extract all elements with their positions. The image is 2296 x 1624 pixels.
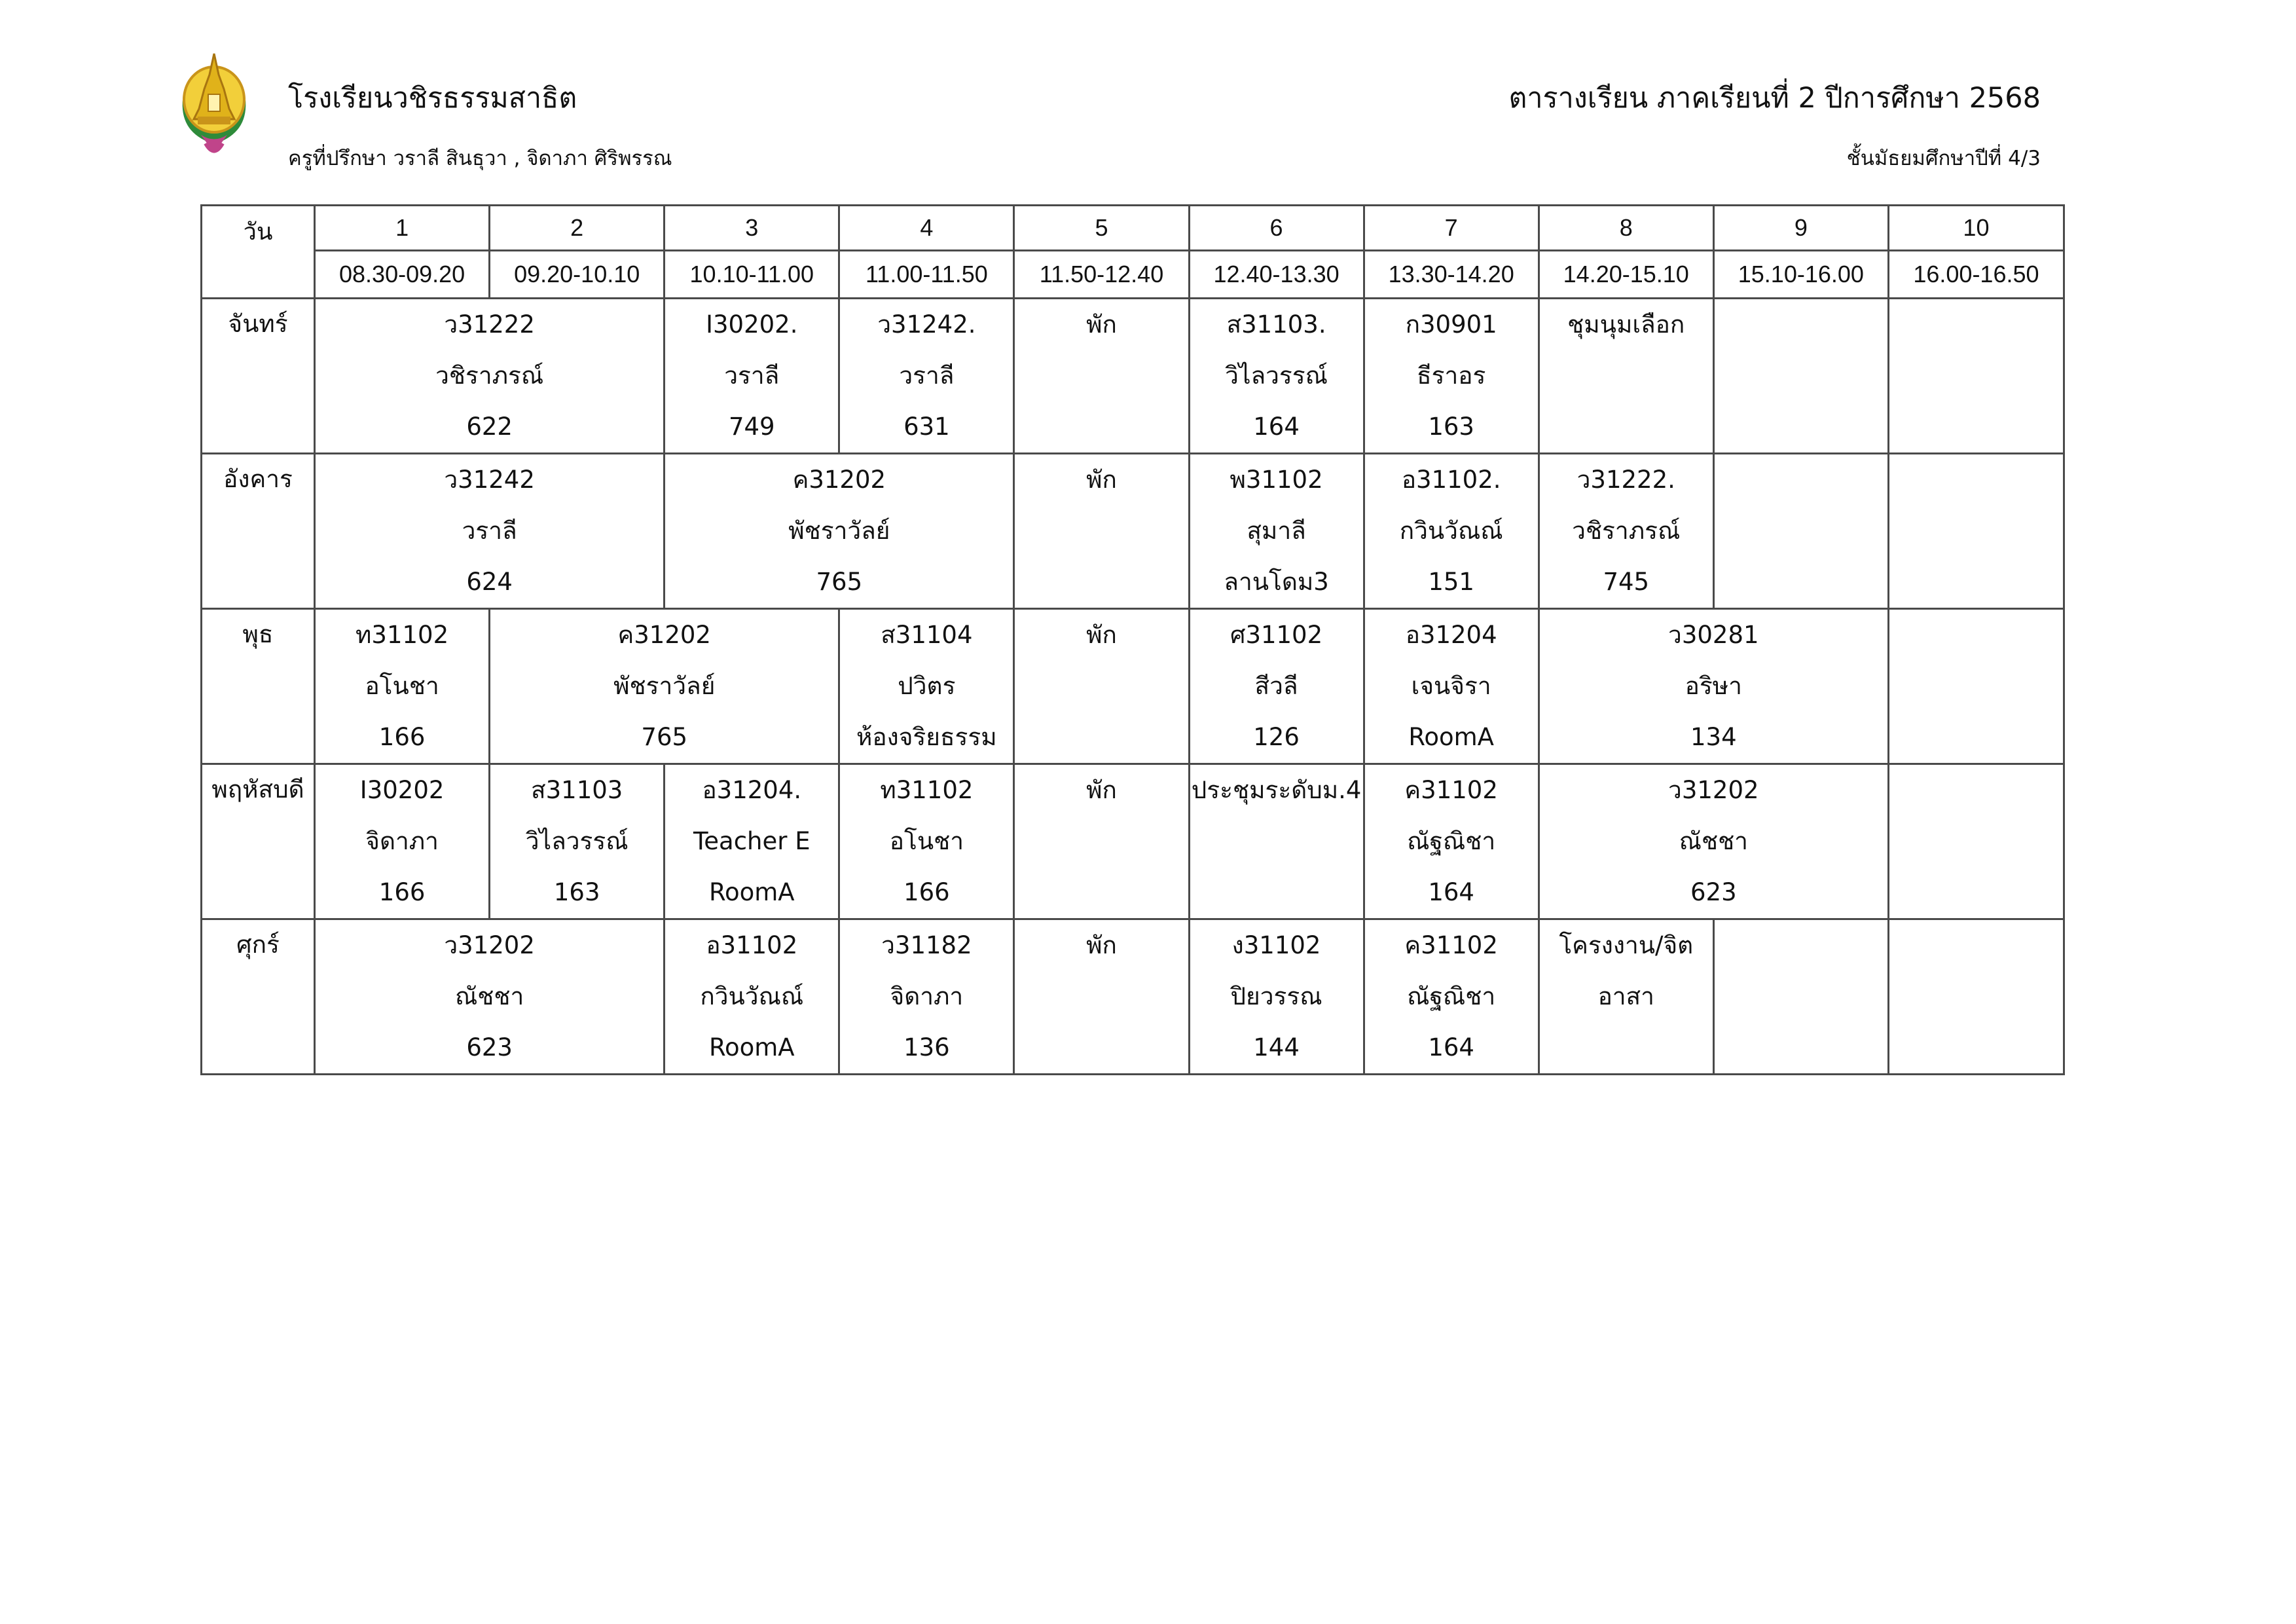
class-cell [315,609,490,764]
empty-cell [1888,299,2064,454]
period-number: 4 [839,206,1014,251]
day-label: พฤหัสบดี [202,764,315,919]
room: 164 [1253,413,1300,441]
empty-cell [1713,454,1888,609]
day-label: อังคาร [202,454,315,609]
class-cell [1539,919,1713,1075]
class-cell [1014,609,1189,764]
class-cell [1539,299,1713,454]
class-level: ชั้นมัธยมศึกษาปีที่ 4/3 [1846,147,2041,170]
teacher-name: วชิราภรณ์ [435,361,544,390]
period-number: 9 [1713,206,1888,251]
teacher-name: จิดาภา [890,982,964,1010]
subject-code: ว31182 [881,931,972,959]
teacher-name: สุมาลี [1247,517,1306,545]
period-number: 5 [1014,206,1189,251]
teacher-name: ณัฐณิชา [1407,827,1496,855]
period-time: 11.00-11.50 [839,251,1014,299]
teacher-name: พัชราวัลย์ [788,517,890,545]
subject-code: ชุมนุมเลือก [1567,310,1685,339]
subject-code: ส31104 [881,621,973,649]
room: 164 [1428,1033,1474,1061]
subject-code: พัก [1086,466,1117,494]
class-cell [839,919,1014,1075]
subject-code: พัก [1086,776,1117,804]
day-row [202,299,2064,454]
teacher-name: อโนชา [365,672,439,700]
room: 631 [903,413,950,441]
subject-code: โครงงาน/จิต [1559,931,1694,959]
room: 623 [466,1033,513,1061]
teacher-name: วราลี [899,361,955,390]
class-cell [1364,454,1539,609]
period-number: 1 [315,206,490,251]
subject-code: ง31102 [1231,931,1321,959]
room: RoomA [1408,723,1494,751]
room: 765 [816,568,863,596]
room: 134 [1690,723,1737,751]
subject-code: ว31222. [1576,466,1675,494]
class-cell [839,609,1014,764]
subject-code: ส31103 [531,776,623,804]
room: 623 [1690,878,1737,906]
period-time: 13.30-14.20 [1364,251,1539,299]
teacher-name: วชิราภรณ์ [1572,517,1681,545]
empty-cell [1888,454,2064,609]
teacher-name: วราลี [724,361,780,390]
room: 166 [903,878,950,906]
teacher-name: ณัชชา [1679,827,1748,855]
class-cell [1189,919,1364,1075]
teacher-name: จิดาภา [365,827,439,855]
room: 151 [1428,568,1474,596]
teacher-name: กวินวัณณ์ [1399,517,1503,545]
class-cell [665,764,839,919]
class-cell [1364,764,1539,919]
empty-cell [1713,299,1888,454]
subject-code: ท31102 [880,776,974,804]
room: 136 [903,1033,950,1061]
class-cell [315,299,665,454]
subject-code: อ31102 [706,931,798,959]
subject-code: ว31222 [444,310,535,339]
teacher-name: วิไลวรรณ์ [525,827,629,855]
empty-cell [1713,919,1888,1075]
class-cell [1014,764,1189,919]
room: ลานโดม3 [1224,568,1329,596]
empty-cell [1888,919,2064,1075]
subject-code: ว31202 [444,931,535,959]
teacher-name: ณัฐณิชา [1407,982,1496,1010]
class-cell [315,919,665,1075]
subject-code: อ31204 [1405,621,1497,649]
subject-code: ว31202 [1668,776,1759,804]
subject-code: ว31242 [444,466,535,494]
subject-code: ท31102 [355,621,449,649]
subject-code: ก30901 [1405,310,1497,339]
day-label: จันทร์ [202,299,315,454]
subject-code: ค31102 [1404,776,1498,804]
room: 163 [1428,413,1474,441]
period-time: 14.20-15.10 [1539,251,1713,299]
day-row [202,919,2064,1075]
room: RoomA [708,878,795,906]
class-cell [490,609,839,764]
room: RoomA [708,1033,795,1061]
teacher-name: Teacher E [693,827,811,855]
period-time: 11.50-12.40 [1014,251,1189,299]
class-cell [1364,919,1539,1075]
subject-code: พ31102 [1230,466,1323,494]
day-label: ศุกร์ [202,919,315,1075]
period-number: 6 [1189,206,1364,251]
room: 624 [466,568,513,596]
room: 164 [1428,878,1474,906]
term-title: ตารางเรียน ภาคเรียนที่ 2 ปีการศึกษา 2568 [1508,82,2041,115]
subject-code: ค31102 [1404,931,1498,959]
subject-code: I30202 [359,776,445,804]
period-time: 10.10-11.00 [665,251,839,299]
period-number: 8 [1539,206,1713,251]
class-cell [315,764,490,919]
day-row [202,454,2064,609]
room: 166 [378,878,426,906]
subject-code: ว31242. [877,310,976,339]
subject-code: ส31103. [1226,310,1326,339]
subject-code: พัก [1086,931,1117,959]
subject-code: I30202. [706,310,798,339]
period-number: 3 [665,206,839,251]
teacher-name: ปิยวรรณ [1230,982,1322,1010]
teacher-name: พัชราวัลย์ [613,672,716,700]
room: 163 [553,878,600,906]
room: ห้องจริยธรรม [856,723,997,751]
teacher-name: กวินวัณณ์ [700,982,804,1010]
room: 749 [728,413,775,441]
class-cell [1189,609,1364,764]
subject-code: ค31202 [617,621,711,649]
class-cell [490,764,665,919]
class-cell [665,299,839,454]
class-cell [315,454,665,609]
subject-code: พัก [1086,310,1117,339]
day-row [202,764,2064,919]
school-logo-icon [172,48,257,160]
teacher-name: วิไลวรรณ์ [1225,361,1328,390]
teacher-name: ธีราอร [1416,361,1486,390]
room: 745 [1603,568,1650,596]
period-time: 12.40-13.30 [1189,251,1364,299]
subject-code: ว30281 [1668,621,1759,649]
period-number: 10 [1888,206,2064,251]
day-column-header: วัน [202,206,315,299]
period-time: 09.20-10.10 [490,251,665,299]
room: 126 [1253,723,1300,751]
period-number: 7 [1364,206,1539,251]
timetable [200,204,2065,1075]
teacher-name: ณัชชา [454,982,524,1010]
room: 144 [1253,1033,1300,1061]
room: 765 [641,723,688,751]
subject-code: ประชุมระดับม.4 [1191,776,1362,804]
period-number: 2 [490,206,665,251]
teacher-name: อริษา [1685,672,1742,700]
advisor-teachers: ครูที่ปรึกษา วราลี สินธุวา , จิดาภา ศิริพรรณ [288,147,672,170]
class-cell [665,454,1014,609]
class-cell [839,764,1014,919]
room: 622 [466,413,513,441]
subject-code: อ31204. [702,776,802,804]
class-cell [665,919,839,1075]
teacher-name: ปวิตร [898,672,956,700]
room: 166 [378,723,426,751]
teacher-name: อาสา [1597,982,1654,1010]
period-time: 16.00-16.50 [1888,251,2064,299]
class-cell [1539,764,1888,919]
subject-code: ศ31102 [1230,621,1323,649]
class-cell [1364,609,1539,764]
day-label: พุธ [202,609,315,764]
subject-code: พัก [1086,621,1117,649]
period-time: 08.30-09.20 [315,251,490,299]
class-cell [1014,454,1189,609]
class-cell [1539,609,1888,764]
subject-code: ค31202 [792,466,886,494]
teacher-name: วราลี [462,517,517,545]
empty-cell [1888,764,2064,919]
class-cell [839,299,1014,454]
teacher-name: เจนจิรา [1411,672,1491,700]
subject-code: อ31102. [1401,466,1501,494]
day-row [202,609,2064,764]
teacher-name: สีวลี [1254,672,1298,700]
class-cell [1189,764,1364,919]
teacher-name: อโนชา [889,827,964,855]
class-cell [1014,299,1189,454]
school-name: โรงเรียนวชิรธรรมสาธิต [288,82,577,115]
class-cell [1364,299,1539,454]
class-cell [1014,919,1189,1075]
empty-cell [1888,609,2064,764]
class-cell [1189,454,1364,609]
class-cell [1539,454,1713,609]
period-time: 15.10-16.00 [1713,251,1888,299]
class-cell [1189,299,1364,454]
